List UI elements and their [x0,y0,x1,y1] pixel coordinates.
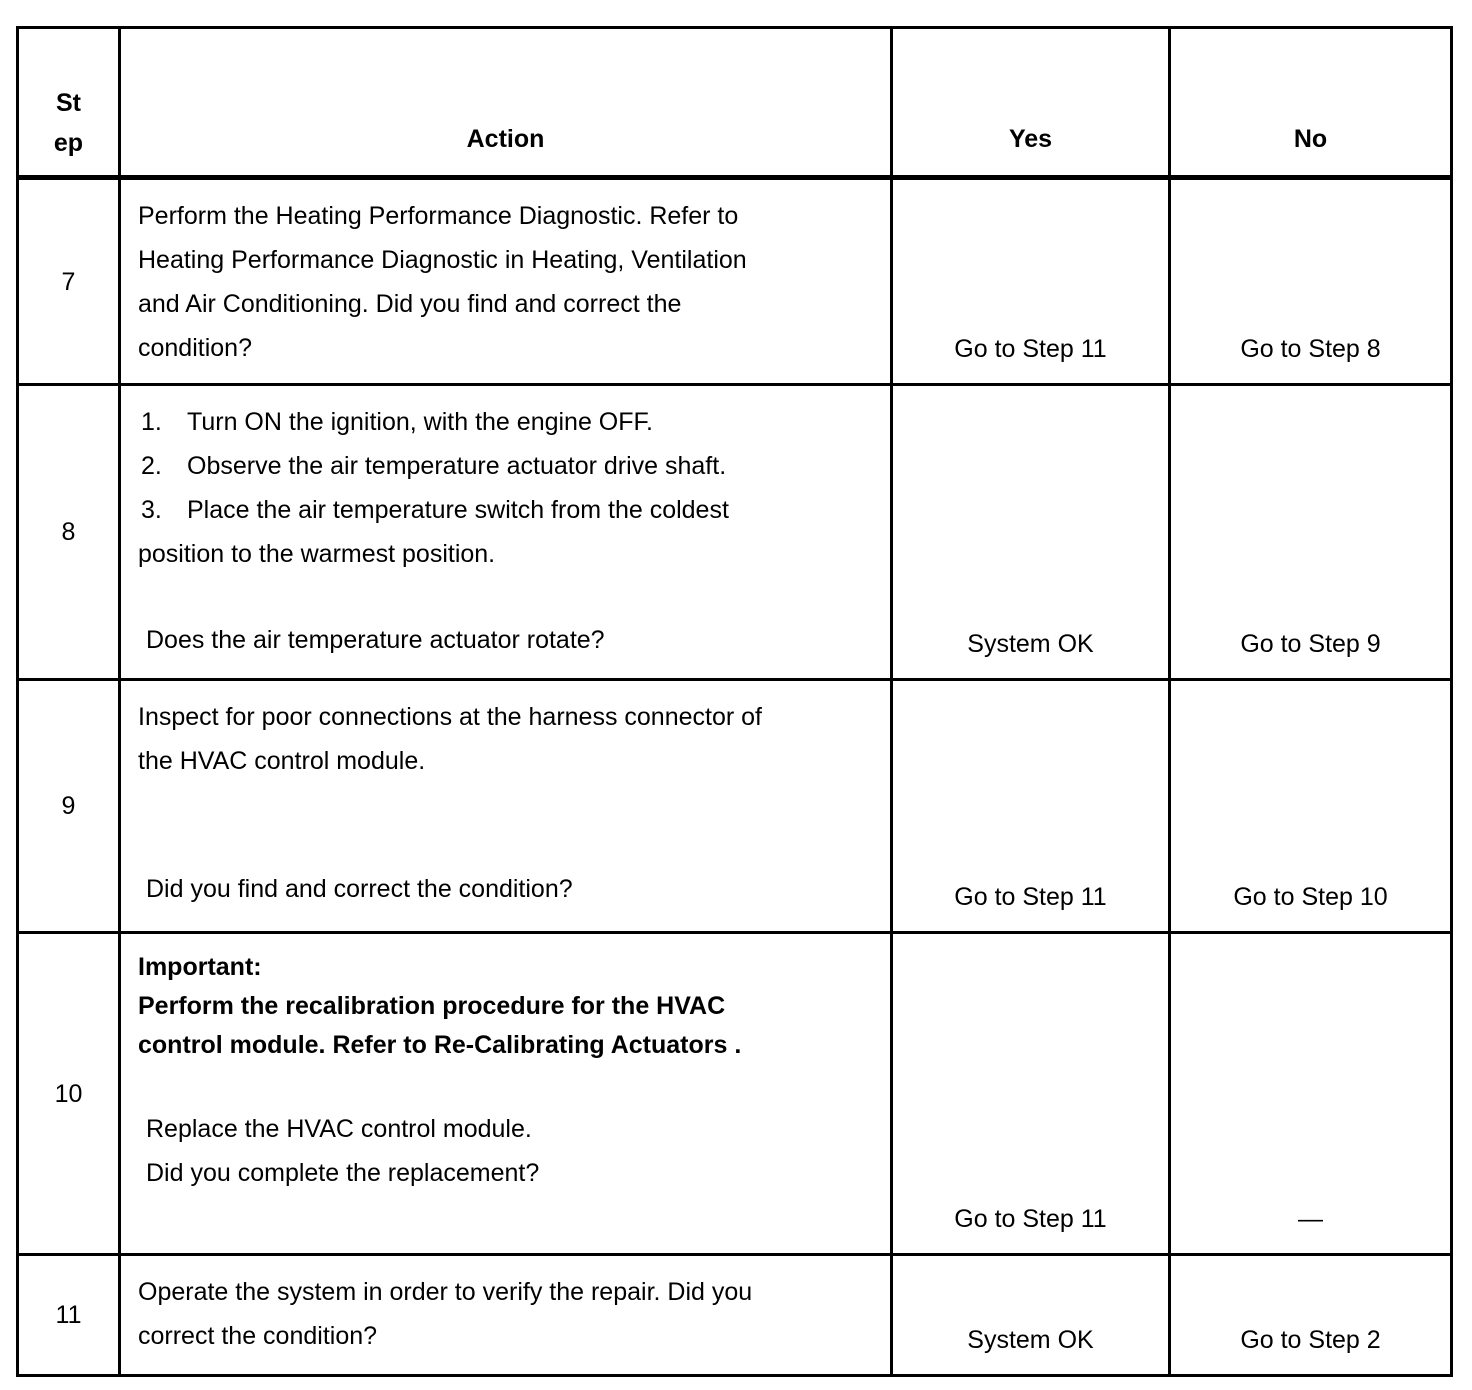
step-number: 11 [18,1255,120,1376]
yes-result: System OK [892,1255,1170,1376]
yes-result: Go to Step 11 [892,680,1170,933]
action-cell [120,178,892,385]
question: Did you find and correct the condition? [146,875,573,903]
list-number: 1. [141,408,162,436]
list-text: Place the air temperature switch from the coldest [187,496,729,524]
table-row [18,178,1452,385]
action-cell [120,385,892,680]
no-result: Go to Step 10 [1170,680,1452,933]
action-line: condition? [138,334,252,362]
list-text: Turn ON the ignition, with the engine OFF. [187,408,653,436]
important-line: Perform the recalibration procedure for the HVAC [138,992,726,1020]
yes-result: Go to Step 11 [892,933,1170,1255]
step-number: 10 [18,933,120,1255]
list-text: Observe the air temperature actuator drive shaft. [187,452,727,480]
no-result: — [1170,933,1452,1255]
header-step-line2: ep [53,129,84,157]
table-row [18,933,1452,1255]
header-no: No [1170,28,1452,178]
header-row [18,28,1452,178]
header-action: Action [120,28,892,178]
question: Did you complete the replacement? [146,1159,540,1187]
diagnostic-table [16,26,1453,1377]
action-line: correct the condition? [138,1322,378,1350]
list-number: 3. [141,496,162,524]
list-item [138,444,874,488]
action-line: Inspect for poor connections at the harness connector of [138,703,762,731]
no-result: Go to Step 2 [1170,1255,1452,1376]
instruction: Replace the HVAC control module. [146,1115,532,1143]
action-line: Heating Performance Diagnostic in Heating, Ventilation [138,246,747,274]
important-line: control module. Refer to Re-Calibrating Actuators . [138,1031,742,1059]
action-cell [120,933,892,1255]
step-number: 7 [18,178,120,385]
no-result: Go to Step 9 [1170,385,1452,680]
important-label: Important: [138,953,262,981]
action-line: Perform the Heating Performance Diagnostic. Refer to [138,202,739,230]
table-row [18,1255,1452,1376]
action-line: the HVAC control module. [138,747,426,775]
step-number: 9 [18,680,120,933]
table-row [18,680,1452,933]
header-yes: Yes [892,28,1170,178]
list-continuation: position to the warmest position. [138,540,496,568]
header-step [18,28,120,178]
header-step-line1: St [56,89,81,117]
list-number: 2. [141,452,162,480]
list-item [138,488,874,532]
list-item [138,400,874,444]
action-line: Operate the system in order to verify the repair. Did you [138,1278,753,1306]
step-number: 8 [18,385,120,680]
question: Does the air temperature actuator rotate? [146,626,605,654]
action-cell [120,1255,892,1376]
yes-result: Go to Step 11 [892,178,1170,385]
action-line: and Air Conditioning. Did you find and correct the [138,290,682,318]
yes-result: System OK [892,385,1170,680]
table-row [18,385,1452,680]
action-cell [120,680,892,933]
no-result: Go to Step 8 [1170,178,1452,385]
